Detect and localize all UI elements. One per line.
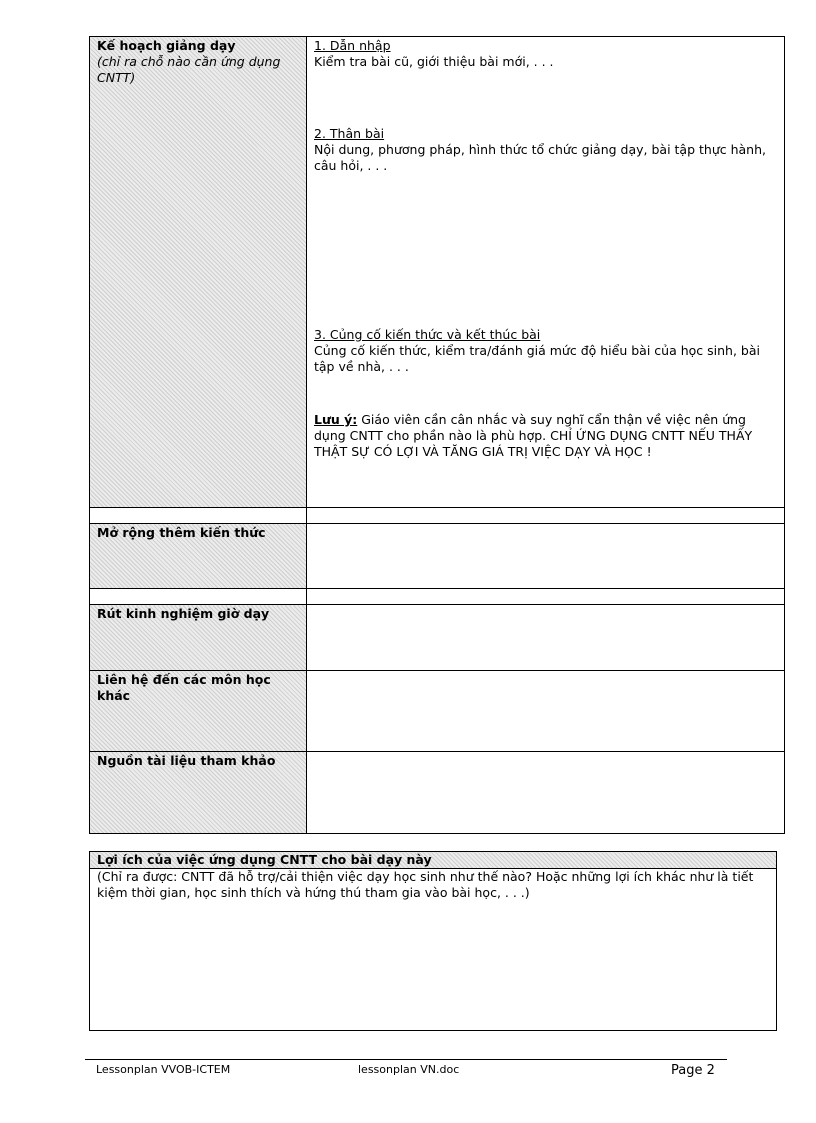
intro-text: Kiểm tra bài cũ, giới thiệu bài mới, . . . <box>314 54 554 69</box>
extend-input-cell[interactable] <box>307 524 785 589</box>
footer-left: Lessonplan VVOB-ICTEM <box>96 1063 231 1076</box>
spacer-cell <box>90 589 307 605</box>
spacer-row <box>90 508 785 524</box>
plan-label-cell <box>90 37 307 508</box>
spacer-row <box>90 589 785 605</box>
sources-input-cell[interactable] <box>307 752 785 834</box>
intro-section <box>314 38 778 70</box>
connect-row <box>90 671 785 752</box>
spacer-cell <box>307 508 785 524</box>
note-text: Giáo viên cần cân nhắc và suy nghĩ cẩn thận về việc nên ứng dụng CNTT cho phần nào là phù hợp. CHỈ ỨNG DỤNG CNTT NẾU THẤY THẬT SỰ CÓ LỢI VÀ TĂNG GIÁ TRỊ VIỆC DẠY VÀ HỌC ! <box>314 412 753 459</box>
footer-filename: lessonplan VN.doc <box>358 1063 460 1076</box>
body-text: Nội dung, phương pháp, hình thức tổ chức giảng dạy, bài tập thực hành, câu hỏi, . . . <box>314 142 766 173</box>
conclude-heading: 3. Củng cố kiến thức và kết thúc bài <box>314 327 541 342</box>
conclude-section <box>314 327 778 375</box>
lesson-plan-table <box>89 36 785 834</box>
plan-row <box>90 37 785 508</box>
reflect-label: Rút kinh nghiệm giờ dạy <box>90 605 307 671</box>
plan-content-cell <box>307 37 785 508</box>
footer-page-number: Page 2 <box>671 1063 715 1078</box>
body-heading: 2. Thân bài <box>314 126 385 141</box>
connect-input-cell[interactable] <box>307 671 785 752</box>
footer-divider <box>85 1059 727 1060</box>
benefit-title-row <box>90 852 777 869</box>
spacer-cell <box>307 589 785 605</box>
spacer-cell <box>90 508 307 524</box>
note-section <box>314 412 778 460</box>
benefit-title: Lợi ích của việc ứng dụng CNTT cho bài dạy này <box>90 852 777 869</box>
plan-label-title: Kế hoạch giảng dạy <box>97 38 236 53</box>
extend-label: Mở rộng thêm kiến thức <box>90 524 307 589</box>
plan-label-note: (chỉ ra chỗ nào cần ứng dụng CNTT) <box>97 54 281 85</box>
body-section <box>314 126 778 174</box>
benefit-table <box>89 851 777 1031</box>
connect-label: Liên hệ đến các môn học khác <box>90 671 307 752</box>
reflect-row <box>90 605 785 671</box>
conclude-text: Củng cố kiến thức, kiểm tra/đánh giá mức độ hiểu bài của học sinh, bài tập về nhà, . . . <box>314 343 760 374</box>
benefit-content-row <box>90 869 777 1031</box>
benefit-text[interactable]: (Chỉ ra được: CNTT đã hỗ trợ/cải thiện việc dạy học sinh như thế nào? Hoặc những lợi ích khác như là tiết kiệm thời gian, học sinh thích và hứng thú tham gia vào bài học, . . .) <box>90 869 777 1031</box>
extend-row <box>90 524 785 589</box>
sources-row <box>90 752 785 834</box>
sources-label: Nguồn tài liệu tham khảo <box>90 752 307 834</box>
note-label: Lưu ý: <box>314 412 358 427</box>
reflect-input-cell[interactable] <box>307 605 785 671</box>
intro-heading: 1. Dẫn nhập <box>314 38 391 53</box>
